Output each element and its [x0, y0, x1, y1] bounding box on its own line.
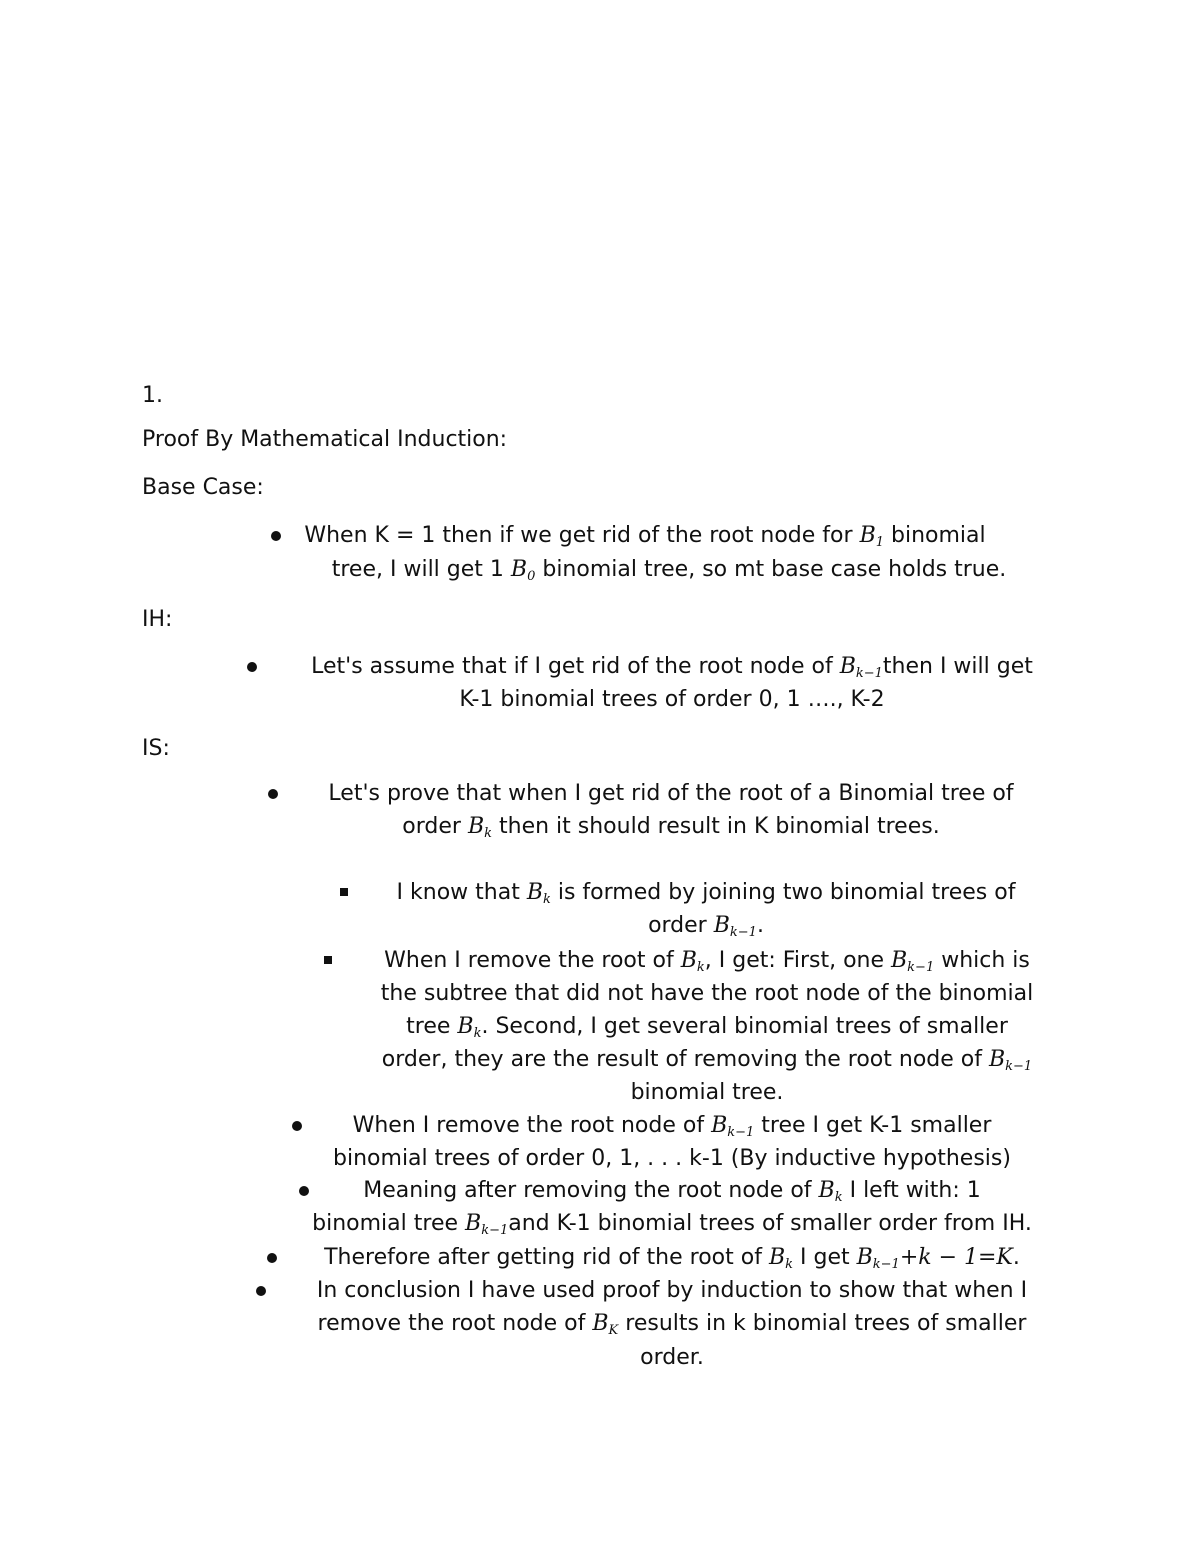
sub-bullet-1-line-1: I know that Bk is formed by joining two binomial trees of	[396, 880, 1016, 907]
is-bullet-5-line-3: order.	[640, 1345, 704, 1370]
document-title: Proof By Mathematical Induction:	[142, 427, 508, 452]
section-number: 1.	[142, 383, 163, 408]
sub-bullet-2-line-2: the subtree that did not have the root node of the binomial	[380, 981, 1034, 1006]
is-bullet-3-line-1: Meaning after removing the root node of Bk I left with: 1	[363, 1178, 981, 1205]
is-bullet-3-line-2: binomial tree Bk−1and K-1 binomial trees of smaller order from IH.	[312, 1211, 1032, 1238]
ih-heading: IH:	[142, 607, 173, 632]
is-line-1: Let's prove that when I get rid of the root of a Binomial tree of	[328, 781, 1014, 806]
base-case-line-1: When K = 1 then if we get rid of the root node for B1 binomial	[304, 523, 986, 550]
is-bullet-2-line-2: binomial trees of order 0, 1, . . . k-1 (By inductive hypothesis)	[333, 1146, 1011, 1171]
is-bullet-5-line-1: In conclusion I have used proof by induction to show that when I	[316, 1278, 1028, 1303]
ih-line-2: K-1 binomial trees of order 0, 1 …., K-2	[459, 687, 885, 712]
is-heading: IS:	[142, 736, 170, 761]
sub-bullet-2-line-5: binomial tree.	[630, 1080, 784, 1105]
is-bullet-2-line-1: When I remove the root node of Bk−1 tree I get K-1 smaller	[352, 1113, 992, 1140]
sub-bullet-2-line-1: When I remove the root of Bk, I get: First, one Bk−1 which is	[384, 948, 1030, 975]
sub-bullet-1-line-2: order Bk−1.	[648, 913, 764, 940]
is-bullet-4-line-1: Therefore after getting rid of the root of Bk I get Bk−1+k − 1=K.	[324, 1245, 1020, 1272]
sub-bullet-2-line-3: tree Bk. Second, I get several binomial trees of smaller	[406, 1014, 1008, 1041]
sub-bullet-2-line-4: order, they are the result of removing the root node of Bk−1	[381, 1047, 1033, 1074]
ih-line-1: Let's assume that if I get rid of the root node of Bk−1then I will get	[311, 654, 1033, 681]
is-line-2: order Bk then it should result in K binomial trees.	[402, 814, 940, 841]
is-bullet-5-line-2: remove the root node of BK results in k binomial trees of smaller	[317, 1311, 1027, 1338]
base-case-heading: Base Case:	[142, 475, 264, 500]
base-case-line-2: tree, I will get 1 B0 binomial tree, so mt base case holds true.	[331, 557, 1007, 584]
